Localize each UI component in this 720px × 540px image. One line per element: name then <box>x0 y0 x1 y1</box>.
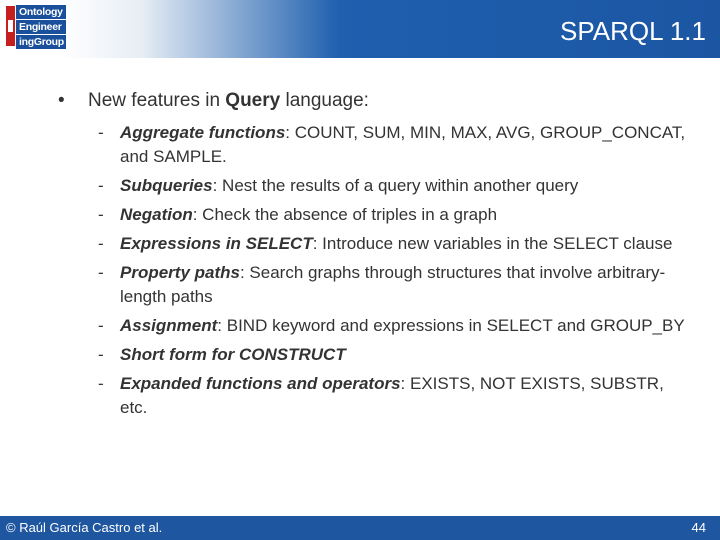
dash-marker: - <box>98 205 104 224</box>
list-item <box>94 261 694 309</box>
item-term: Subqueries <box>120 176 213 195</box>
logo-emblem-icon <box>6 6 15 46</box>
list-item <box>94 372 694 420</box>
intro-prefix: New features in <box>88 90 226 111</box>
dash-marker: - <box>98 316 104 335</box>
item-description: : COUNT, SUM, MIN, MAX, AVG, GROUP_CONCAT, and SAMPLE. <box>120 123 686 166</box>
dash-marker: - <box>98 345 104 364</box>
intro-suffix: language: <box>280 90 369 111</box>
item-description: : EXISTS, NOT EXISTS, SUBSTR, etc. <box>120 374 664 417</box>
footer-bar <box>0 516 720 540</box>
logo-line-2: Engineer <box>16 20 66 34</box>
item-description: : Introduce new variables in the SELECT clause <box>312 234 673 253</box>
ontology-engineering-group-logo <box>4 3 66 49</box>
list-item <box>94 121 694 169</box>
item-term: Expressions in SELECT <box>120 234 313 253</box>
item-term: Short form for CONSTRUCT <box>120 345 346 364</box>
list-item <box>94 174 694 198</box>
dash-marker: - <box>98 374 104 393</box>
item-term: Property paths <box>120 263 240 282</box>
page-number: 44 <box>691 520 706 535</box>
item-term: Assignment <box>120 316 218 335</box>
slide-title: SPARQL 1.1 <box>560 16 706 46</box>
dash-marker: - <box>98 234 104 253</box>
item-term: Expanded functions and operators <box>120 374 401 393</box>
header-bar <box>0 0 720 58</box>
item-term: Negation <box>120 205 193 224</box>
item-description: : Search graphs through structures that involve arbitrary-length paths <box>120 263 666 306</box>
intro-bold-word: Query <box>225 90 281 111</box>
list-item <box>94 314 694 338</box>
list-item <box>94 343 694 367</box>
dash-marker: - <box>98 123 104 142</box>
item-term: Aggregate functions <box>120 123 286 142</box>
dash-marker: - <box>98 263 104 282</box>
item-description: : Check the absence of triples in a graph <box>192 205 498 224</box>
logo-line-3: ingGroup <box>16 35 66 49</box>
footer-author: © Raúl García Castro et al. <box>6 520 163 535</box>
list-item <box>94 232 694 256</box>
dash-marker: - <box>98 176 104 195</box>
item-description: : Nest the results of a query within another query <box>212 176 579 195</box>
logo-line-1: Ontology <box>16 5 66 19</box>
feature-list <box>94 121 694 425</box>
item-description: : BIND keyword and expressions in SELECT and GROUP_BY <box>217 316 685 335</box>
intro-bullet <box>58 90 369 112</box>
list-item <box>94 203 694 227</box>
bullet-icon: • <box>58 90 65 111</box>
